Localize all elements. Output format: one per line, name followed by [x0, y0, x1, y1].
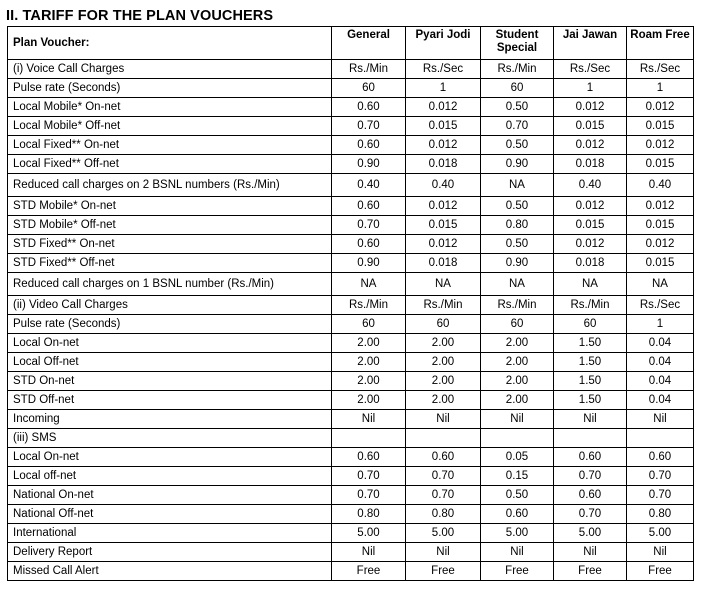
table-cell: 0.04: [627, 391, 694, 410]
table-cell: [481, 429, 554, 448]
table-cell: 2.00: [406, 334, 481, 353]
table-cell: 60: [554, 315, 627, 334]
table-cell: 0.70: [481, 117, 554, 136]
table-cell: Rs./Min: [332, 60, 406, 79]
table-row: [8, 79, 694, 98]
header-col-general: General: [332, 27, 406, 60]
table-cell: 0.018: [554, 254, 627, 273]
table-cell: Free: [481, 562, 554, 581]
table-cell: 0.012: [406, 98, 481, 117]
table-cell: 0.015: [554, 117, 627, 136]
row-label: (iii) SMS: [8, 429, 332, 448]
table-cell: 0.012: [554, 136, 627, 155]
table-cell: Rs./Min: [406, 296, 481, 315]
table-cell: 0.50: [481, 486, 554, 505]
table-cell: 0.60: [332, 448, 406, 467]
table-cell: 2.00: [332, 334, 406, 353]
table-cell: NA: [332, 273, 406, 296]
table-cell: 2.00: [481, 353, 554, 372]
table-cell: 0.60: [554, 448, 627, 467]
table-cell: 0.012: [554, 98, 627, 117]
table-row: [8, 448, 694, 467]
table-cell: Rs./Min: [332, 296, 406, 315]
table-row: [8, 273, 694, 296]
table-cell: 0.50: [481, 136, 554, 155]
table-cell: Rs./Sec: [406, 60, 481, 79]
table-row: [8, 486, 694, 505]
table-row: [8, 334, 694, 353]
table-row: [8, 372, 694, 391]
table-cell: 2.00: [481, 391, 554, 410]
table-row: [8, 410, 694, 429]
table-cell: 0.60: [406, 448, 481, 467]
table-cell: Nil: [406, 543, 481, 562]
row-label: (ii) Video Call Charges: [8, 296, 332, 315]
table-cell: 0.70: [627, 486, 694, 505]
table-cell: 0.60: [481, 505, 554, 524]
table-cell: 1.50: [554, 372, 627, 391]
table-row: [8, 254, 694, 273]
row-label: Local off-net: [8, 467, 332, 486]
table-cell: 0.012: [627, 197, 694, 216]
table-cell: 0.04: [627, 372, 694, 391]
table-cell: Nil: [627, 410, 694, 429]
table-cell: 0.012: [406, 235, 481, 254]
table-row: [8, 197, 694, 216]
row-label: Reduced call charges on 1 BSNL number (Rs./Min): [8, 273, 332, 296]
table-cell: 0.60: [332, 136, 406, 155]
table-cell: NA: [481, 174, 554, 197]
table-cell: 0.40: [332, 174, 406, 197]
row-label: Local On-net: [8, 334, 332, 353]
row-label: Local Fixed** On-net: [8, 136, 332, 155]
table-cell: Nil: [332, 410, 406, 429]
table-cell: 0.60: [332, 98, 406, 117]
table-cell: 0.80: [481, 216, 554, 235]
table-cell: 0.40: [406, 174, 481, 197]
table-cell: 5.00: [332, 524, 406, 543]
tariff-table: [7, 26, 694, 581]
table-row: [8, 296, 694, 315]
table-cell: 0.015: [627, 117, 694, 136]
table-cell: 0.012: [554, 197, 627, 216]
header-col-pyari-jodi: Pyari Jodi: [406, 27, 481, 60]
table-cell: 0.60: [627, 448, 694, 467]
row-label: Local Mobile* Off-net: [8, 117, 332, 136]
row-label: STD Mobile* On-net: [8, 197, 332, 216]
table-cell: Nil: [481, 410, 554, 429]
table-cell: 0.90: [481, 254, 554, 273]
table-cell: 0.15: [481, 467, 554, 486]
table-cell: 0.90: [481, 155, 554, 174]
table-row: [8, 117, 694, 136]
table-cell: 0.015: [406, 117, 481, 136]
table-cell: Rs./Min: [481, 296, 554, 315]
table-cell: 0.018: [406, 155, 481, 174]
tariff-body: [8, 60, 694, 581]
row-label: STD Off-net: [8, 391, 332, 410]
header-plan-voucher-label: Plan Voucher:: [8, 27, 332, 60]
table-cell: 0.012: [406, 197, 481, 216]
table-cell: Nil: [554, 543, 627, 562]
table-row: [8, 429, 694, 448]
table-cell: 60: [406, 315, 481, 334]
table-row: [8, 543, 694, 562]
table-cell: 1: [406, 79, 481, 98]
table-row: [8, 315, 694, 334]
row-label: STD Fixed** Off-net: [8, 254, 332, 273]
table-cell: 0.60: [332, 235, 406, 254]
table-cell: Rs./Min: [554, 296, 627, 315]
page-title: II. TARIFF FOR THE PLAN VOUCHERS: [6, 8, 274, 24]
table-cell: 0.018: [406, 254, 481, 273]
row-label: Incoming: [8, 410, 332, 429]
table-cell: 0.015: [627, 216, 694, 235]
table-cell: 60: [332, 79, 406, 98]
table-cell: 5.00: [481, 524, 554, 543]
table-cell: 0.015: [406, 216, 481, 235]
table-cell: Nil: [554, 410, 627, 429]
table-cell: 1: [554, 79, 627, 98]
table-cell: Free: [406, 562, 481, 581]
table-cell: Rs./Sec: [627, 296, 694, 315]
row-label: STD Mobile* Off-net: [8, 216, 332, 235]
table-cell: 1.50: [554, 391, 627, 410]
row-label: Reduced call charges on 2 BSNL numbers (Rs./Min): [8, 174, 332, 197]
table-cell: 2.00: [332, 353, 406, 372]
table-cell: 0.40: [554, 174, 627, 197]
table-cell: Rs./Sec: [627, 60, 694, 79]
table-cell: Nil: [481, 543, 554, 562]
table-cell: 0.012: [627, 235, 694, 254]
table-row: [8, 353, 694, 372]
row-label: Local Mobile* On-net: [8, 98, 332, 117]
table-cell: 0.50: [481, 235, 554, 254]
table-cell: 2.00: [406, 353, 481, 372]
header-col-roam-free: Roam Free: [627, 27, 694, 60]
table-cell: 0.012: [406, 136, 481, 155]
row-label: Local Off-net: [8, 353, 332, 372]
table-row: [8, 60, 694, 79]
table-cell: 5.00: [554, 524, 627, 543]
row-label: International: [8, 524, 332, 543]
table-cell: Rs./Min: [481, 60, 554, 79]
table-cell: 2.00: [332, 372, 406, 391]
table-cell: 0.50: [481, 98, 554, 117]
table-cell: 0.015: [627, 254, 694, 273]
table-cell: 0.90: [332, 155, 406, 174]
table-row: [8, 562, 694, 581]
table-cell: 2.00: [406, 372, 481, 391]
table-cell: 5.00: [627, 524, 694, 543]
row-label: Pulse rate (Seconds): [8, 79, 332, 98]
table-cell: Free: [554, 562, 627, 581]
table-cell: NA: [554, 273, 627, 296]
table-cell: [332, 429, 406, 448]
table-cell: 0.015: [554, 216, 627, 235]
table-row: [8, 136, 694, 155]
table-row: [8, 505, 694, 524]
row-label: Pulse rate (Seconds): [8, 315, 332, 334]
table-cell: NA: [627, 273, 694, 296]
header-col-jai-jawan: Jai Jawan: [554, 27, 627, 60]
table-row: [8, 155, 694, 174]
table-cell: 0.04: [627, 353, 694, 372]
table-cell: 0.70: [627, 467, 694, 486]
table-cell: Free: [332, 562, 406, 581]
table-row: [8, 467, 694, 486]
table-cell: Free: [627, 562, 694, 581]
table-cell: 0.70: [332, 467, 406, 486]
table-cell: NA: [406, 273, 481, 296]
table-cell: 0.80: [627, 505, 694, 524]
row-label: Missed Call Alert: [8, 562, 332, 581]
row-label: Local On-net: [8, 448, 332, 467]
table-cell: 1: [627, 315, 694, 334]
table-cell: 1: [627, 79, 694, 98]
table-cell: 0.70: [406, 467, 481, 486]
table-cell: 0.40: [627, 174, 694, 197]
table-header-row: [8, 27, 694, 60]
table-cell: 0.012: [627, 136, 694, 155]
table-cell: 0.012: [627, 98, 694, 117]
table-cell: 0.015: [627, 155, 694, 174]
row-label: STD Fixed** On-net: [8, 235, 332, 254]
table-cell: [554, 429, 627, 448]
table-row: [8, 216, 694, 235]
table-cell: 60: [332, 315, 406, 334]
table-cell: 5.00: [406, 524, 481, 543]
row-label: National On-net: [8, 486, 332, 505]
row-label: (i) Voice Call Charges: [8, 60, 332, 79]
table-cell: 1.50: [554, 353, 627, 372]
table-cell: [406, 429, 481, 448]
table-cell: 0.05: [481, 448, 554, 467]
table-cell: 60: [481, 315, 554, 334]
table-cell: Nil: [332, 543, 406, 562]
table-cell: 2.00: [481, 334, 554, 353]
table-row: [8, 391, 694, 410]
table-cell: Rs./Sec: [554, 60, 627, 79]
table-row: [8, 174, 694, 197]
table-cell: 0.012: [554, 235, 627, 254]
table-cell: 0.90: [332, 254, 406, 273]
table-cell: 60: [481, 79, 554, 98]
table-cell: 0.60: [332, 197, 406, 216]
table-row: [8, 98, 694, 117]
row-label: Local Fixed** Off-net: [8, 155, 332, 174]
table-cell: 1.50: [554, 334, 627, 353]
table-cell: 2.00: [332, 391, 406, 410]
table-cell: 2.00: [406, 391, 481, 410]
row-label: Delivery Report: [8, 543, 332, 562]
table-cell: [627, 429, 694, 448]
table-cell: 0.018: [554, 155, 627, 174]
table-cell: 0.70: [332, 486, 406, 505]
table-cell: 0.80: [332, 505, 406, 524]
row-label: National Off-net: [8, 505, 332, 524]
table-cell: 0.70: [332, 117, 406, 136]
table-cell: Nil: [627, 543, 694, 562]
table-cell: 0.80: [406, 505, 481, 524]
table-cell: 0.70: [554, 467, 627, 486]
table-cell: Nil: [406, 410, 481, 429]
table-cell: 0.50: [481, 197, 554, 216]
table-cell: 2.00: [481, 372, 554, 391]
table-cell: NA: [481, 273, 554, 296]
table-row: [8, 524, 694, 543]
table-cell: 0.70: [554, 505, 627, 524]
table-cell: 0.70: [406, 486, 481, 505]
table-row: [8, 235, 694, 254]
header-col-student-special: Student Special: [481, 27, 554, 60]
table-cell: 0.70: [332, 216, 406, 235]
table-cell: 0.04: [627, 334, 694, 353]
table-cell: 0.60: [554, 486, 627, 505]
row-label: STD On-net: [8, 372, 332, 391]
